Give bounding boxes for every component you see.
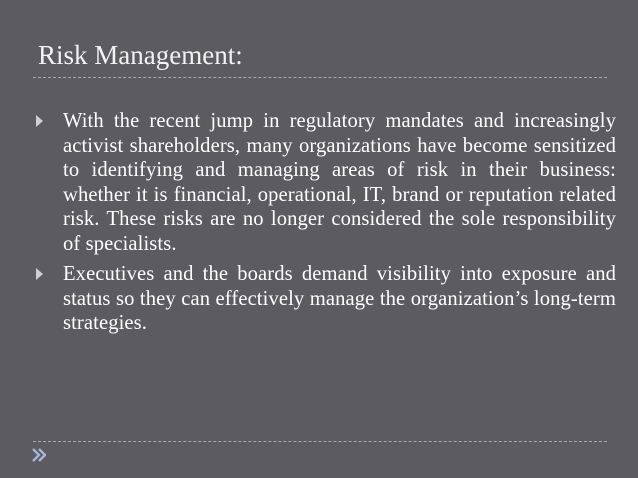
bullet-text: Executives and the boards demand visibility into exposure and status so they can effectively manage the organization’s long-term strategies. [63,263,616,334]
footer-divider [33,441,607,442]
double-chevron-right-icon [30,447,46,463]
title-divider [33,77,607,78]
bullet-text: With the recent jump in regulatory mandates and increasingly activist shareholders, many organizations have become sensitized to identifying and managing areas of risk in their business: whether it is financial, operational, IT, brand or reputation related risk. These risks are no longer considered the sole responsibility of specialists. [63,110,616,255]
bullet-item [36,262,616,336]
bullet-list [36,109,616,336]
slide-title: Risk Management: [38,40,243,70]
triangle-bullet-icon [36,268,43,280]
triangle-bullet-icon [36,115,43,127]
bullet-item [36,109,616,256]
